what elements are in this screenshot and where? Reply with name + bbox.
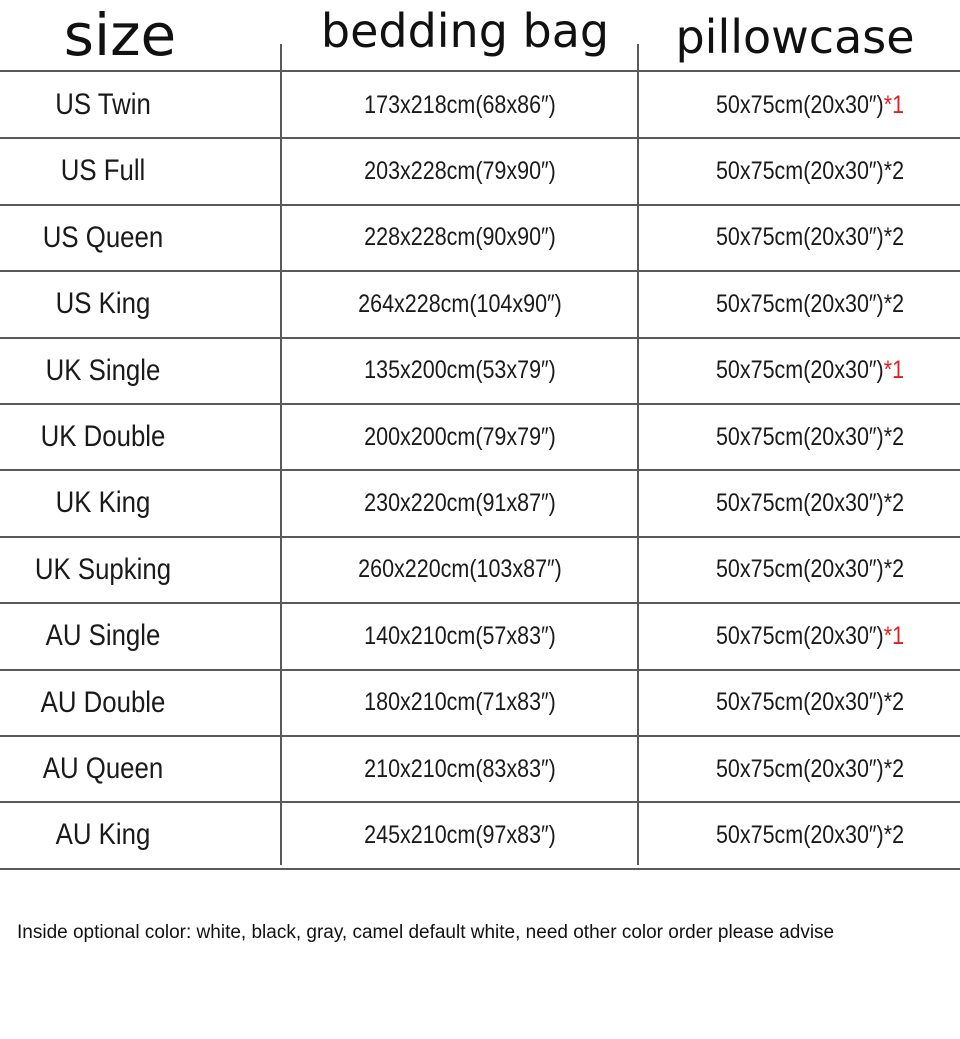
cell-bedding-bag: 140x210cm(57x83″) [364,621,556,650]
pillowcase-size: 50x75cm(20x30″) [715,820,884,849]
cell-pillowcase [657,138,960,204]
table-row [0,537,960,603]
cell-bedding-bag: 173x218cm(68x86″) [364,90,556,119]
cell-pillowcase [657,72,960,138]
pillowcase-quantity: *2 [883,820,905,849]
table-row [0,603,960,669]
pillowcase-quantity: *2 [883,223,905,252]
header-size: size [63,1,177,69]
pillowcase-quantity: *2 [883,555,905,584]
cell-pillowcase [657,603,960,669]
cell-pillowcase [657,338,960,404]
table-row [0,138,960,204]
pillowcase-size: 50x75cm(20x30″) [715,754,884,783]
cell-pillowcase [657,404,960,470]
pillowcase-quantity: *2 [883,156,905,185]
cell-bedding-bag: 260x220cm(103x87″) [358,555,562,584]
cell-pillowcase [657,470,960,536]
pillowcase-quantity: *1 [883,356,905,385]
pillowcase-size: 50x75cm(20x30″) [715,488,884,517]
pillowcase-quantity: *2 [883,422,905,451]
cell-size: US Queen [42,220,164,254]
pillowcase-size: 50x75cm(20x30″) [715,356,884,385]
pillowcase-quantity: *2 [883,488,905,517]
cell-bedding-bag: 203x228cm(79x90″) [364,156,556,185]
pillowcase-quantity: *1 [883,621,905,650]
table-row [0,205,960,271]
table-row [0,470,960,536]
cell-size: AU King [55,818,151,852]
pillowcase-size: 50x75cm(20x30″) [715,90,884,119]
cell-pillowcase [657,670,960,736]
cell-bedding-bag: 228x228cm(90x90″) [364,223,556,252]
cell-size: US Full [60,154,146,188]
cell-bedding-bag: 210x210cm(83x83″) [364,754,556,783]
header-pillowcase: pillowcase [675,10,915,64]
cell-size: US Twin [55,88,151,121]
pillowcase-size: 50x75cm(20x30″) [715,422,884,451]
cell-pillowcase [657,271,960,337]
pillowcase-quantity: *1 [883,90,905,119]
pillowcase-size: 50x75cm(20x30″) [715,223,884,252]
cell-size: UK King [55,486,151,520]
cell-pillowcase [657,802,960,868]
header-bedding-bag: bedding bag [320,4,610,58]
cell-size: AU Single [45,619,161,653]
pillowcase-quantity: *2 [883,754,905,783]
pillowcase-size: 50x75cm(20x30″) [715,156,884,185]
cell-size: US King [55,287,151,321]
cell-size: AU Double [40,685,166,719]
table-row [0,72,960,138]
table-row [0,271,960,337]
pillowcase-quantity: *2 [883,688,905,717]
color-note: Inside optional color: white, black, gray, camel default white, need other color order please advise [17,922,835,943]
pillowcase-size: 50x75cm(20x30″) [715,289,884,318]
cell-size: UK Double [40,420,166,453]
cell-pillowcase [657,205,960,271]
cell-bedding-bag: 245x210cm(97x83″) [364,820,556,849]
pillowcase-quantity: *2 [883,289,905,318]
cell-pillowcase [657,537,960,603]
table-row [0,802,960,868]
pillowcase-size: 50x75cm(20x30″) [715,555,884,584]
table-row [0,736,960,802]
table-row [0,404,960,470]
pillowcase-size: 50x75cm(20x30″) [715,621,884,650]
cell-bedding-bag: 230x220cm(91x87″) [364,488,556,517]
table-row [0,338,960,404]
cell-bedding-bag: 135x200cm(53x79″) [364,356,556,385]
cell-bedding-bag: 180x210cm(71x83″) [364,688,556,717]
cell-size: UK Single [45,353,161,387]
pillowcase-size: 50x75cm(20x30″) [715,688,884,717]
cell-size: UK Supking [34,552,172,586]
cell-size: AU Queen [42,752,164,785]
cell-bedding-bag: 200x200cm(79x79″) [364,422,556,451]
table-row [0,670,960,736]
cell-bedding-bag: 264x228cm(104x90″) [358,289,562,318]
cell-pillowcase [657,736,960,802]
